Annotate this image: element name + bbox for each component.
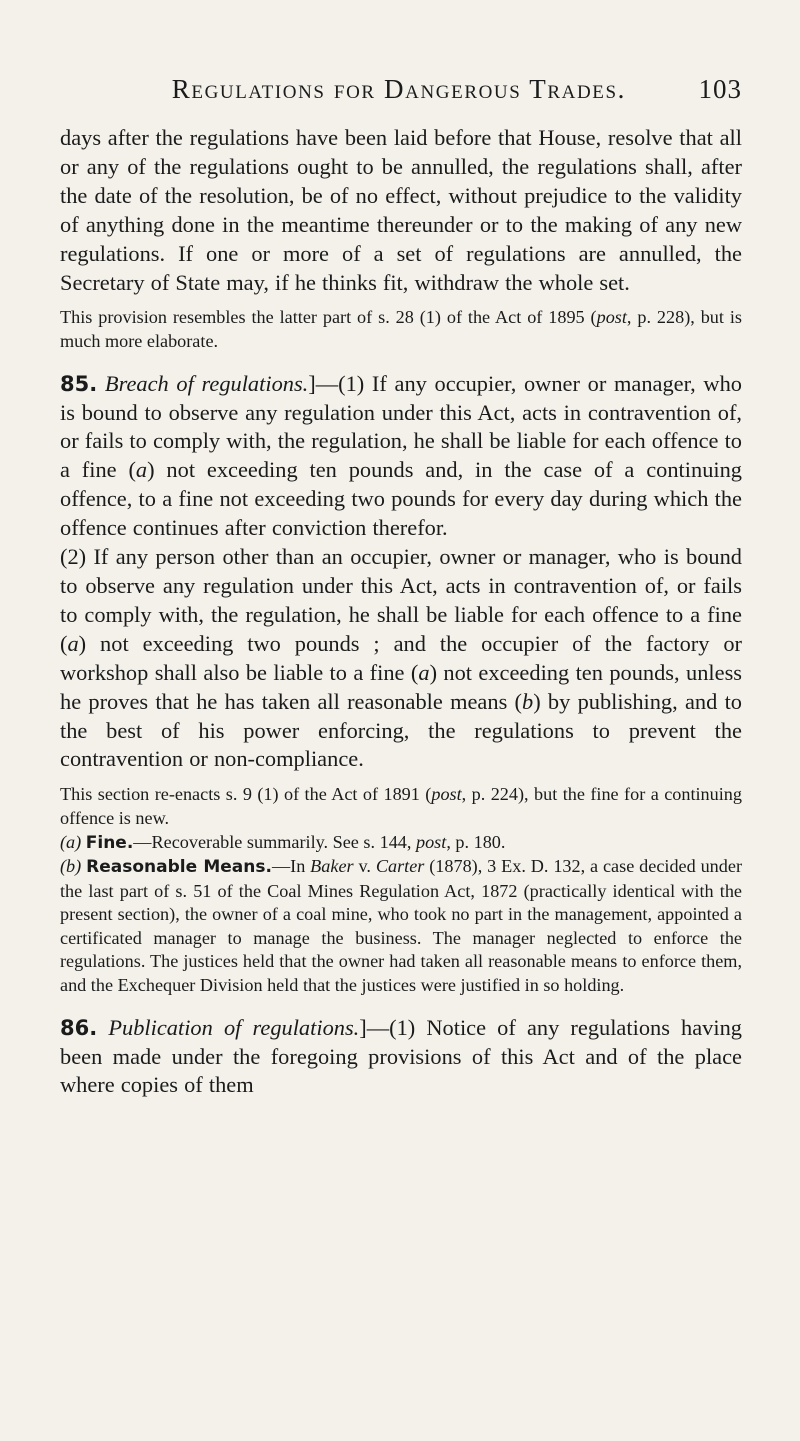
footnote-label: (b) (60, 856, 82, 877)
cross-reference: post (596, 307, 627, 328)
section-85-subsection-2 (60, 543, 742, 774)
footnote-a (60, 831, 742, 856)
footnote-ref: b (522, 688, 534, 714)
note-text: v. (353, 856, 376, 877)
note-text: (1878), 3 Ex. D. 132, a case decided under the last part of s. 51 of the Coal Mines Regulation Act, 1872 (practically identical with the present section), the owner of a coal mine, who took no part in the management, appointed a certificated manager to manage the business. The manager neglected to enforce the regulations. The justices held that the owner had taken all reasonable means to enforce them, and the Exchequer Division held that the justices were justified in so holding. (60, 856, 743, 996)
note-text: This provision resembles the latter part of s. 28 (1) of the Act of 1895 ( (60, 307, 597, 328)
section-85 (60, 370, 742, 543)
section-title: Publication of regulations. (108, 1014, 360, 1040)
note-text: —In (271, 856, 311, 877)
footnote-ref: a (67, 630, 79, 656)
footnote-b (60, 855, 742, 998)
running-title: Regulations for Dangerous Trades. (171, 74, 626, 104)
note-text: , p. 224), but the fine for a continuing offence is new. (60, 784, 742, 828)
section-title: Breach of regulations. (104, 370, 309, 396)
page-content (60, 124, 742, 1100)
section-text: ) not exceeding ten pounds, unless he proves that he has taken all reasonable means ( (60, 659, 742, 714)
footnote-ref: a (135, 457, 148, 483)
footnote-label: (a) (60, 831, 82, 852)
section-text: ]—(1) Notice of any regulations having been made under the foregoing provisions of this Act and of the place where copies of them (60, 1014, 742, 1098)
section-text: ) by publishing, and to the best of his power enforcing, the regulations to prevent the contravention or non-compliance. (60, 688, 742, 772)
cross-reference: post (431, 784, 462, 805)
page-number: 103 (698, 74, 742, 104)
section-number: 85. (60, 371, 98, 396)
case-name: Baker (310, 856, 354, 877)
section-text: ) not exceeding ten pounds and, in the case of a continuing offence, to a fine not exceeding two pounds for every day during which the offence continues after conviction therefor. (60, 457, 742, 541)
section-text: ) not exceeding two pounds ; and the occupier of the factory or workshop shall also be liable to a fine ( (60, 630, 742, 685)
note-text: —Recoverable summarily. See s. 144, (133, 831, 416, 852)
case-name: Carter (375, 856, 425, 877)
note-text: , p. 228), but is much more elaborate. (60, 307, 742, 352)
footnote-ref: a (418, 659, 430, 685)
commentary-note (60, 306, 742, 353)
footnote-heading: Fine. (85, 832, 134, 853)
section-86 (60, 1014, 742, 1101)
commentary-note (60, 783, 742, 830)
section-number: 86. (60, 1015, 98, 1040)
section-text: ]—(1) If any occupier, owner or manager, who is bound to observe any regulation under this Act, acts in contravention of, or fails to comply with, the regulation, he shall be liable for each offence to a fine ( (60, 370, 742, 483)
note-text: , p. 180. (446, 831, 506, 852)
section-text: (2) If any person other than an occupier, owner or manager, who is bound to observe any regulation under this Act, acts in contravention of, or fails to comply with, the regulation, he shall be liable for each offence to a fine ( (60, 544, 742, 656)
note-text: This section re-enacts s. 9 (1) of the Act of 1891 ( (60, 784, 432, 805)
footnote-heading: Reasonable Means. (86, 857, 272, 878)
running-head (60, 74, 742, 110)
continued-paragraph: days after the regulations have been laid before that House, resolve that all or any of the regulations ought to be annulled, the regulations shall, after the date of the resolution, be of no effect, without prejudice to the validity of anything done in the meantime thereunder or to the making of any new regulations. If one or more of a set of regulations are annulled, the Secretary of State may, if he thinks fit, withdraw the whole set. (60, 125, 742, 295)
cross-reference: post (415, 831, 447, 852)
